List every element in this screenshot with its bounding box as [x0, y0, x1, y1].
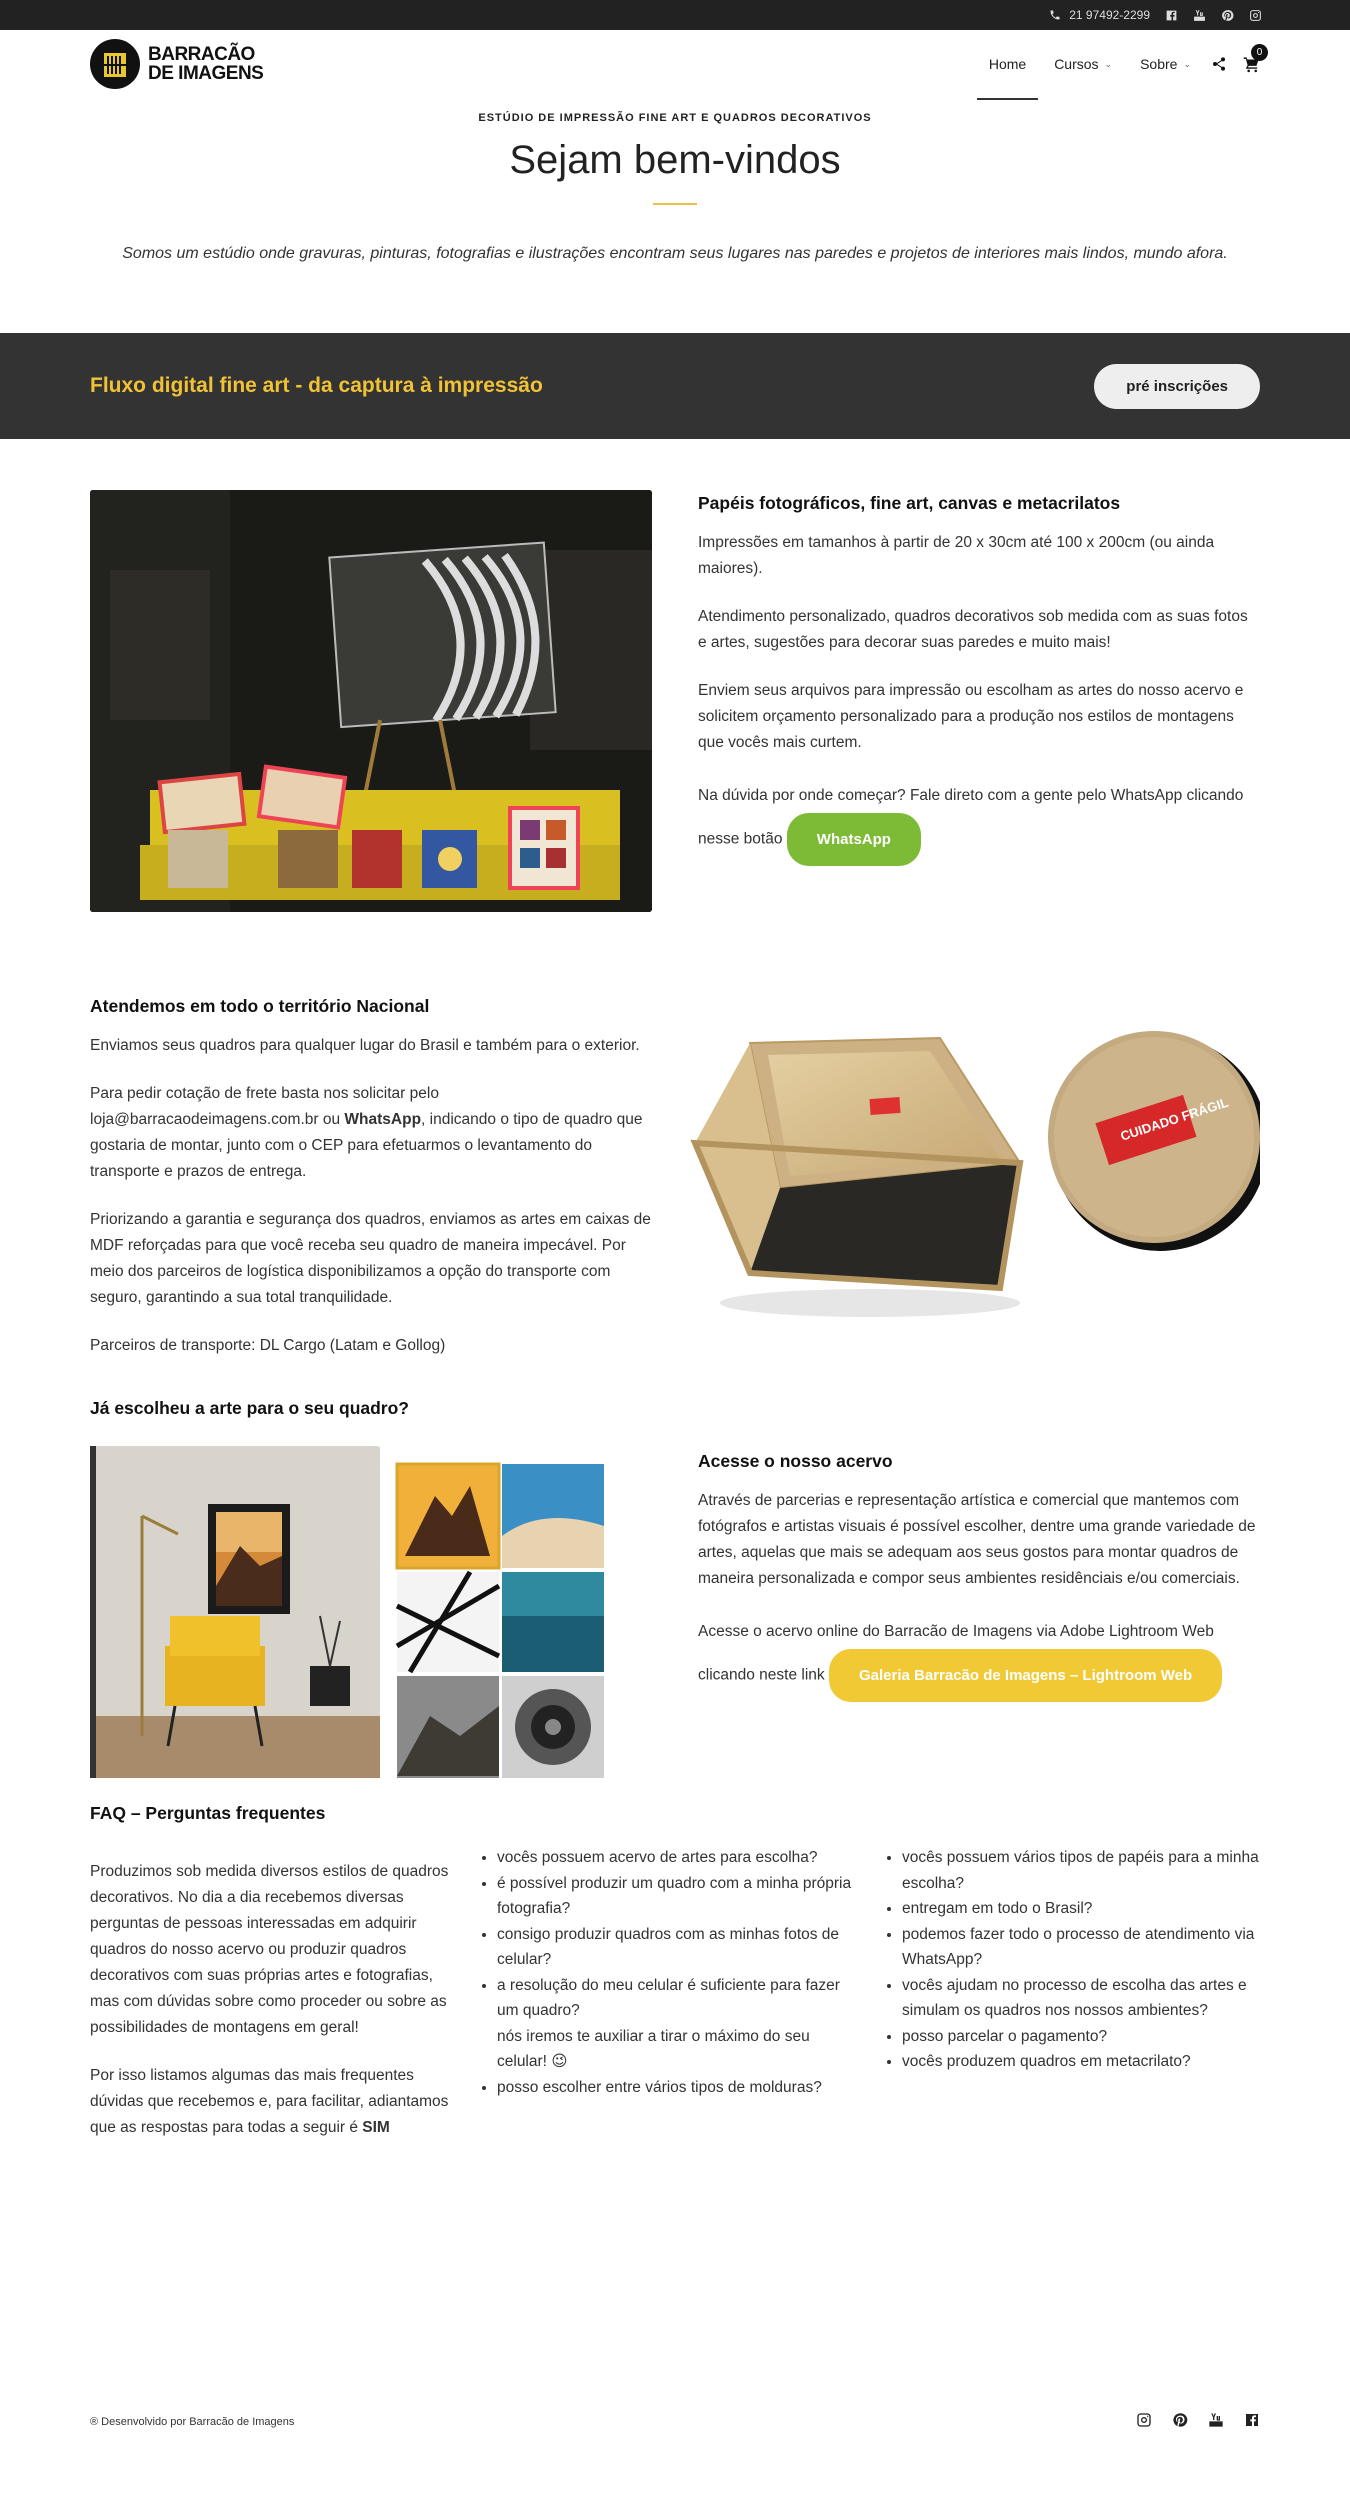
acervo-paragraph-2 — [698, 1614, 1260, 1702]
course-banner — [0, 333, 1350, 439]
faq-list-2 — [880, 1845, 1260, 2075]
instagram-icon[interactable] — [1248, 8, 1262, 22]
hero-kicker: ESTÚDIO DE IMPRESSÃO FINE ART E QUADROS DECORATIVOS — [478, 112, 872, 124]
list-item: • entregam em todo o Brasil? — [902, 1896, 1260, 1922]
cart-button[interactable] — [1243, 46, 1263, 73]
nav-item-home[interactable] — [989, 30, 1026, 98]
logo-line-2: DE IMAGENS — [148, 63, 264, 84]
facebook-icon[interactable] — [1164, 8, 1178, 22]
nav-sobre-label: Sobre — [1140, 56, 1178, 72]
share-icon[interactable] — [1211, 56, 1227, 72]
faq-section — [90, 1803, 1260, 2203]
list-item: • vocês possuem vários tipos de papéis para a minha escolha? — [902, 1845, 1260, 1896]
chevron-down-icon: ⌄ — [1183, 58, 1191, 69]
instagram-icon[interactable] — [1136, 2412, 1152, 2431]
site-footer — [90, 2412, 1260, 2431]
logo-line-1: BARRACÃO — [148, 44, 255, 65]
facebook-icon[interactable] — [1244, 2412, 1260, 2431]
nacional-paragraph-4: Parceiros de transporte: DL Cargo (Latam e Gollog) — [90, 1337, 446, 1354]
nacional-title: Atendemos em todo o território Nacional — [90, 996, 430, 1016]
pinterest-icon[interactable] — [1220, 8, 1234, 22]
nav-item-sobre[interactable] — [1140, 30, 1191, 98]
mdf-box-image — [690, 1013, 1260, 1323]
lightroom-gallery-button[interactable]: Galeria Barracão de Imagens – Lightroom Web — [829, 1649, 1222, 1702]
chevron-down-icon: ⌄ — [1104, 58, 1113, 69]
art-collage-image — [90, 1446, 610, 1778]
papeis-paragraph-1: Impressões em tamanhos à partir de 20 x 30cm até 100 x 200cm (ou ainda maiores). — [698, 534, 1215, 577]
papeis-paragraph-2: Atendimento personalizado, quadros decorativos sob medida com as suas fotos e artes, sugestões para decorar suas paredes e muito mais! — [698, 608, 1248, 651]
papeis-paragraph-3: Enviem seus arquivos para impressão ou escolham as artes do nosso acervo e solicitem orçamento personalizado para a produção nos estilos de montagens que vocês mais curtem. — [698, 682, 1244, 751]
list-item: • é possível produzir um quadro com a minha própria fotografia? — [497, 1871, 855, 1922]
faq-note: nós iremos te auxiliar a tirar o máximo do seu celular! 😉 — [497, 2027, 810, 2070]
faq-intro — [90, 1859, 450, 2163]
main-nav — [988, 30, 1263, 98]
list-item: • posso parcelar o pagamento? — [902, 2024, 1260, 2050]
list-item — [497, 1973, 855, 2075]
acervo-paragraph-1: Através de parcerias e representação artística e comercial que mantemos com fotógrafos e artistas visuais é possível escolher, dentre uma grande variedade de artes, aquelas que mais se adequam aos seus gostos para montar quadros de maneira personalizada e compor seus ambientes residênciais e/ou comerciais. — [698, 1492, 1256, 1587]
whatsapp-link[interactable]: WhatsApp — [344, 1111, 422, 1128]
list-item: • vocês ajudam no processo de escolha das artes e simulam os quadros nos nossos ambientes? — [902, 1973, 1260, 2024]
nacional-text — [90, 993, 652, 1381]
faq-answer-sim: SIM — [362, 2119, 390, 2136]
nav-cursos-label: Cursos — [1054, 56, 1099, 72]
papeis-section — [90, 490, 1260, 912]
list-item: • posso escolher entre vários tipos de molduras? — [497, 2075, 855, 2101]
acervo-text — [698, 1448, 1260, 1724]
youtube-icon[interactable] — [1208, 2412, 1224, 2431]
acervo-section — [90, 1398, 1260, 1778]
acervo-link-prompt: Acesse o acervo online do Barracão de Imagens via Adobe Lightroom Web clicando neste link — [698, 1623, 1214, 1684]
footer-social-icons — [1136, 2412, 1260, 2431]
faq-question: a resolução do meu celular é suficiente para fazer um quadro? — [497, 1976, 840, 2019]
faq-intro-paragraph-1: Produzimos sob medida diversos estilos de quadros decorativos. No dia a dia recebemos diversas perguntas de pessoas interessadas em adquirir quadros do nosso acervo ou produzir quadros decorativos com suas próprias artes e fotografias, mas com dúvidas sobre como proceder ou sobre as possibilidades de montagens em geral! — [90, 1863, 449, 2036]
faq-list-1 — [475, 1845, 855, 2100]
site-logo[interactable] — [90, 39, 263, 89]
list-item: • podemos fazer todo o processo de atendimento via WhatsApp? — [902, 1922, 1260, 1973]
list-item: • consigo produzir quadros com as minhas fotos de celular? — [497, 1922, 855, 1973]
pre-registration-button[interactable]: pré inscrições — [1094, 364, 1260, 409]
papeis-paragraph-4 — [698, 778, 1260, 866]
nav-home-label: Home — [988, 56, 1027, 72]
list-item: • vocês possuem acervo de artes para escolha? — [497, 1845, 855, 1871]
youtube-icon[interactable] — [1192, 8, 1206, 22]
phone-icon — [1049, 9, 1061, 21]
nav-item-cursos[interactable] — [1054, 30, 1112, 98]
phone-number: 21 97492-2299 — [1069, 8, 1150, 22]
acervo-title: Acesse o nosso acervo — [698, 1451, 893, 1471]
nacional-p2-end: , indicando o tipo de quadro que gostaria de montar, junto com o CEP para efetuarmos o levantamento do transporte e prazos de entrega. — [90, 1111, 643, 1180]
hero-intro: Somos um estúdio onde gravuras, pinturas, fotografias e ilustrações encontram seus lugares nas paredes e projetos de interiores mais lindos, mundo afora. — [122, 245, 1228, 262]
logo-wordmark — [148, 45, 263, 83]
cart-count-badge: 0 — [1251, 44, 1268, 61]
banner-title: Fluxo digital fine art - da captura à impressão — [90, 374, 543, 397]
logo-mark-icon — [90, 39, 140, 89]
faq-intro-p2-text: Por isso listamos algumas das mais frequentes dúvidas que recebemos e, para facilitar, adiantamos que as respostas para todas a seguir é — [90, 2067, 449, 2136]
page-title: Sejam bem-vindos — [509, 138, 841, 182]
pinterest-icon[interactable] — [1172, 2412, 1188, 2431]
arte-title: Já escolheu a arte para o seu quadro? — [90, 1398, 409, 1418]
hero-section — [0, 98, 1350, 263]
site-header — [0, 30, 1350, 98]
nacional-section — [90, 993, 1260, 1363]
list-item: • vocês produzem quadros em metacrilato? — [902, 2049, 1260, 2075]
store-window-photo — [90, 490, 652, 912]
title-divider — [653, 203, 697, 205]
fragile-label: CUIDADO FRÁGIL — [1118, 1094, 1231, 1144]
nacional-p2-start: Para pedir cotação de frete basta nos solicitar pelo loja@barracaodeimagens.com.br ou — [90, 1085, 439, 1128]
nacional-paragraph-1: Enviamos seus quadros para qualquer lugar do Brasil e também para o exterior. — [90, 1037, 640, 1054]
papeis-text — [698, 490, 1260, 888]
papeis-title: Papéis fotográficos, fine art, canvas e metacrilatos — [698, 493, 1121, 513]
top-bar — [0, 0, 1350, 30]
papeis-whatsapp-prompt: Na dúvida por onde começar? Fale direto com a gente pelo WhatsApp clicando nesse botão — [698, 787, 1244, 848]
faq-intro-paragraph-2 — [90, 2063, 450, 2141]
nacional-paragraph-2 — [90, 1081, 652, 1185]
phone-link[interactable] — [1049, 8, 1150, 22]
footer-credit: ® Desenvolvido por Barracão de Imagens — [90, 2415, 295, 2428]
faq-title: FAQ – Perguntas frequentes — [90, 1803, 326, 1823]
nacional-paragraph-3: Priorizando a garantia e segurança dos quadros, enviamos as artes em caixas de MDF reforçadas para que você receba seu quadro de maneira impecável. Por meio dos parceiros de logística disponibilizamos a opção do transporte com seguro, garantindo a sua total tranquilidade. — [90, 1211, 651, 1306]
whatsapp-button[interactable]: WhatsApp — [787, 813, 921, 866]
